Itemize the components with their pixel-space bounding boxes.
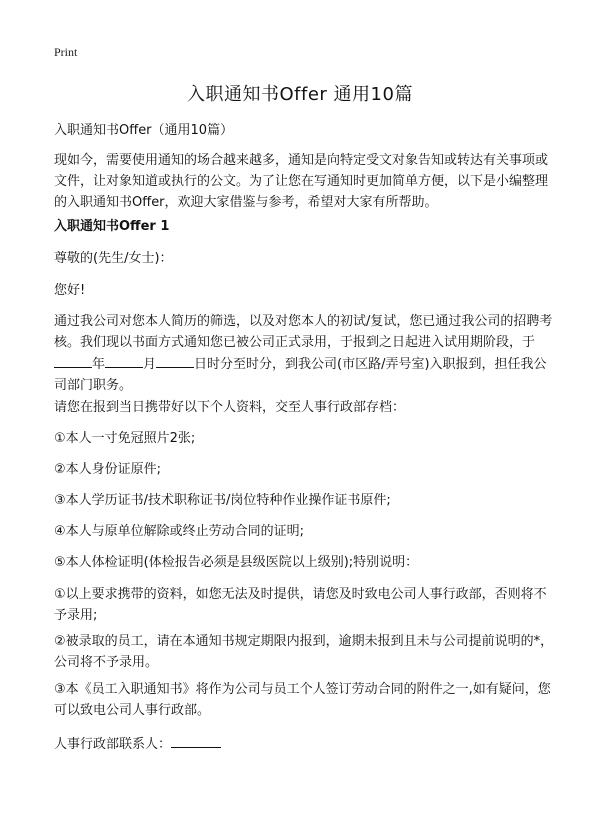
- document-title: 入职通知书Offer 通用10篇: [187, 84, 413, 105]
- blank-day: [156, 353, 194, 368]
- salutation: 尊敬的(先生/女士)：: [54, 251, 173, 266]
- list-item: ②本人身份证原件;: [54, 462, 162, 477]
- list-item: ①本人一寸免冠照片2张;: [54, 431, 196, 446]
- contact-blank: [171, 733, 221, 748]
- body-text-a: 通过我公司对您本人简历的筛选，以及对您本人的初试/复试，您已通过我公司的招聘考核。我们现以书面方式通知您已被公司正式录用，于报到之日起进入试用期阶段，于: [54, 314, 553, 350]
- greeting: 您好!: [54, 283, 86, 298]
- note-item: ②被录取的员工，请在本通知书规定期限内报到，逾期未报到且未与公司提前说明的*，公司将不予录用。: [54, 634, 554, 670]
- note-item: ①以上要求携带的资料，如您无法及时提供，请您及时致电公司人事行政部，否则将不予录用;: [54, 587, 547, 623]
- intro-paragraph: 现如今，需要使用通知的场合越来越多，通知是向特定受文对象告知或转达有关事项或文件，让对象知道或执行的公文。为了让您在写通知时更加简单方便，以下是小编整理的入职通知书Offer，欢迎大家借鉴与参考，希望对大家有所帮助。: [54, 153, 549, 210]
- print-label: Print: [54, 45, 78, 59]
- contact-line: [54, 733, 554, 755]
- blank-year: [54, 353, 92, 368]
- document-subtitle: 入职通知书Offer（通用10篇）: [54, 123, 234, 138]
- body-text-b: 日时分至时分，到我公司(市区路/弄号室)入职报到，担任我公司部门职务。: [54, 357, 547, 393]
- list-item: ④本人与原单位解除或终止劳动合同的证明;: [54, 524, 305, 539]
- section-heading: 入职通知书Offer 1: [54, 219, 170, 234]
- note-item: ③本《员工入职通知书》将作为公司与员工个人签订劳动合同的附件之一,如有疑问，您可以致电公司人事行政部。: [54, 682, 551, 718]
- body-year: 年: [92, 357, 106, 372]
- contact-label: 人事行政部联系人：: [54, 737, 172, 752]
- list-item: ③本人学历证书/技术职称证书/岗位特种作业操作证书原件;: [54, 493, 391, 508]
- body-month: 月: [143, 357, 157, 372]
- blank-month: [105, 353, 143, 368]
- list-item: ⑤本人体检证明(体检报告必须是县级医院以上级别);特别说明：: [54, 555, 419, 570]
- body-paragraph: [54, 311, 554, 396]
- instruction: 请您在报到当日携带好以下个人资料，交至人事行政部存档：: [54, 400, 406, 415]
